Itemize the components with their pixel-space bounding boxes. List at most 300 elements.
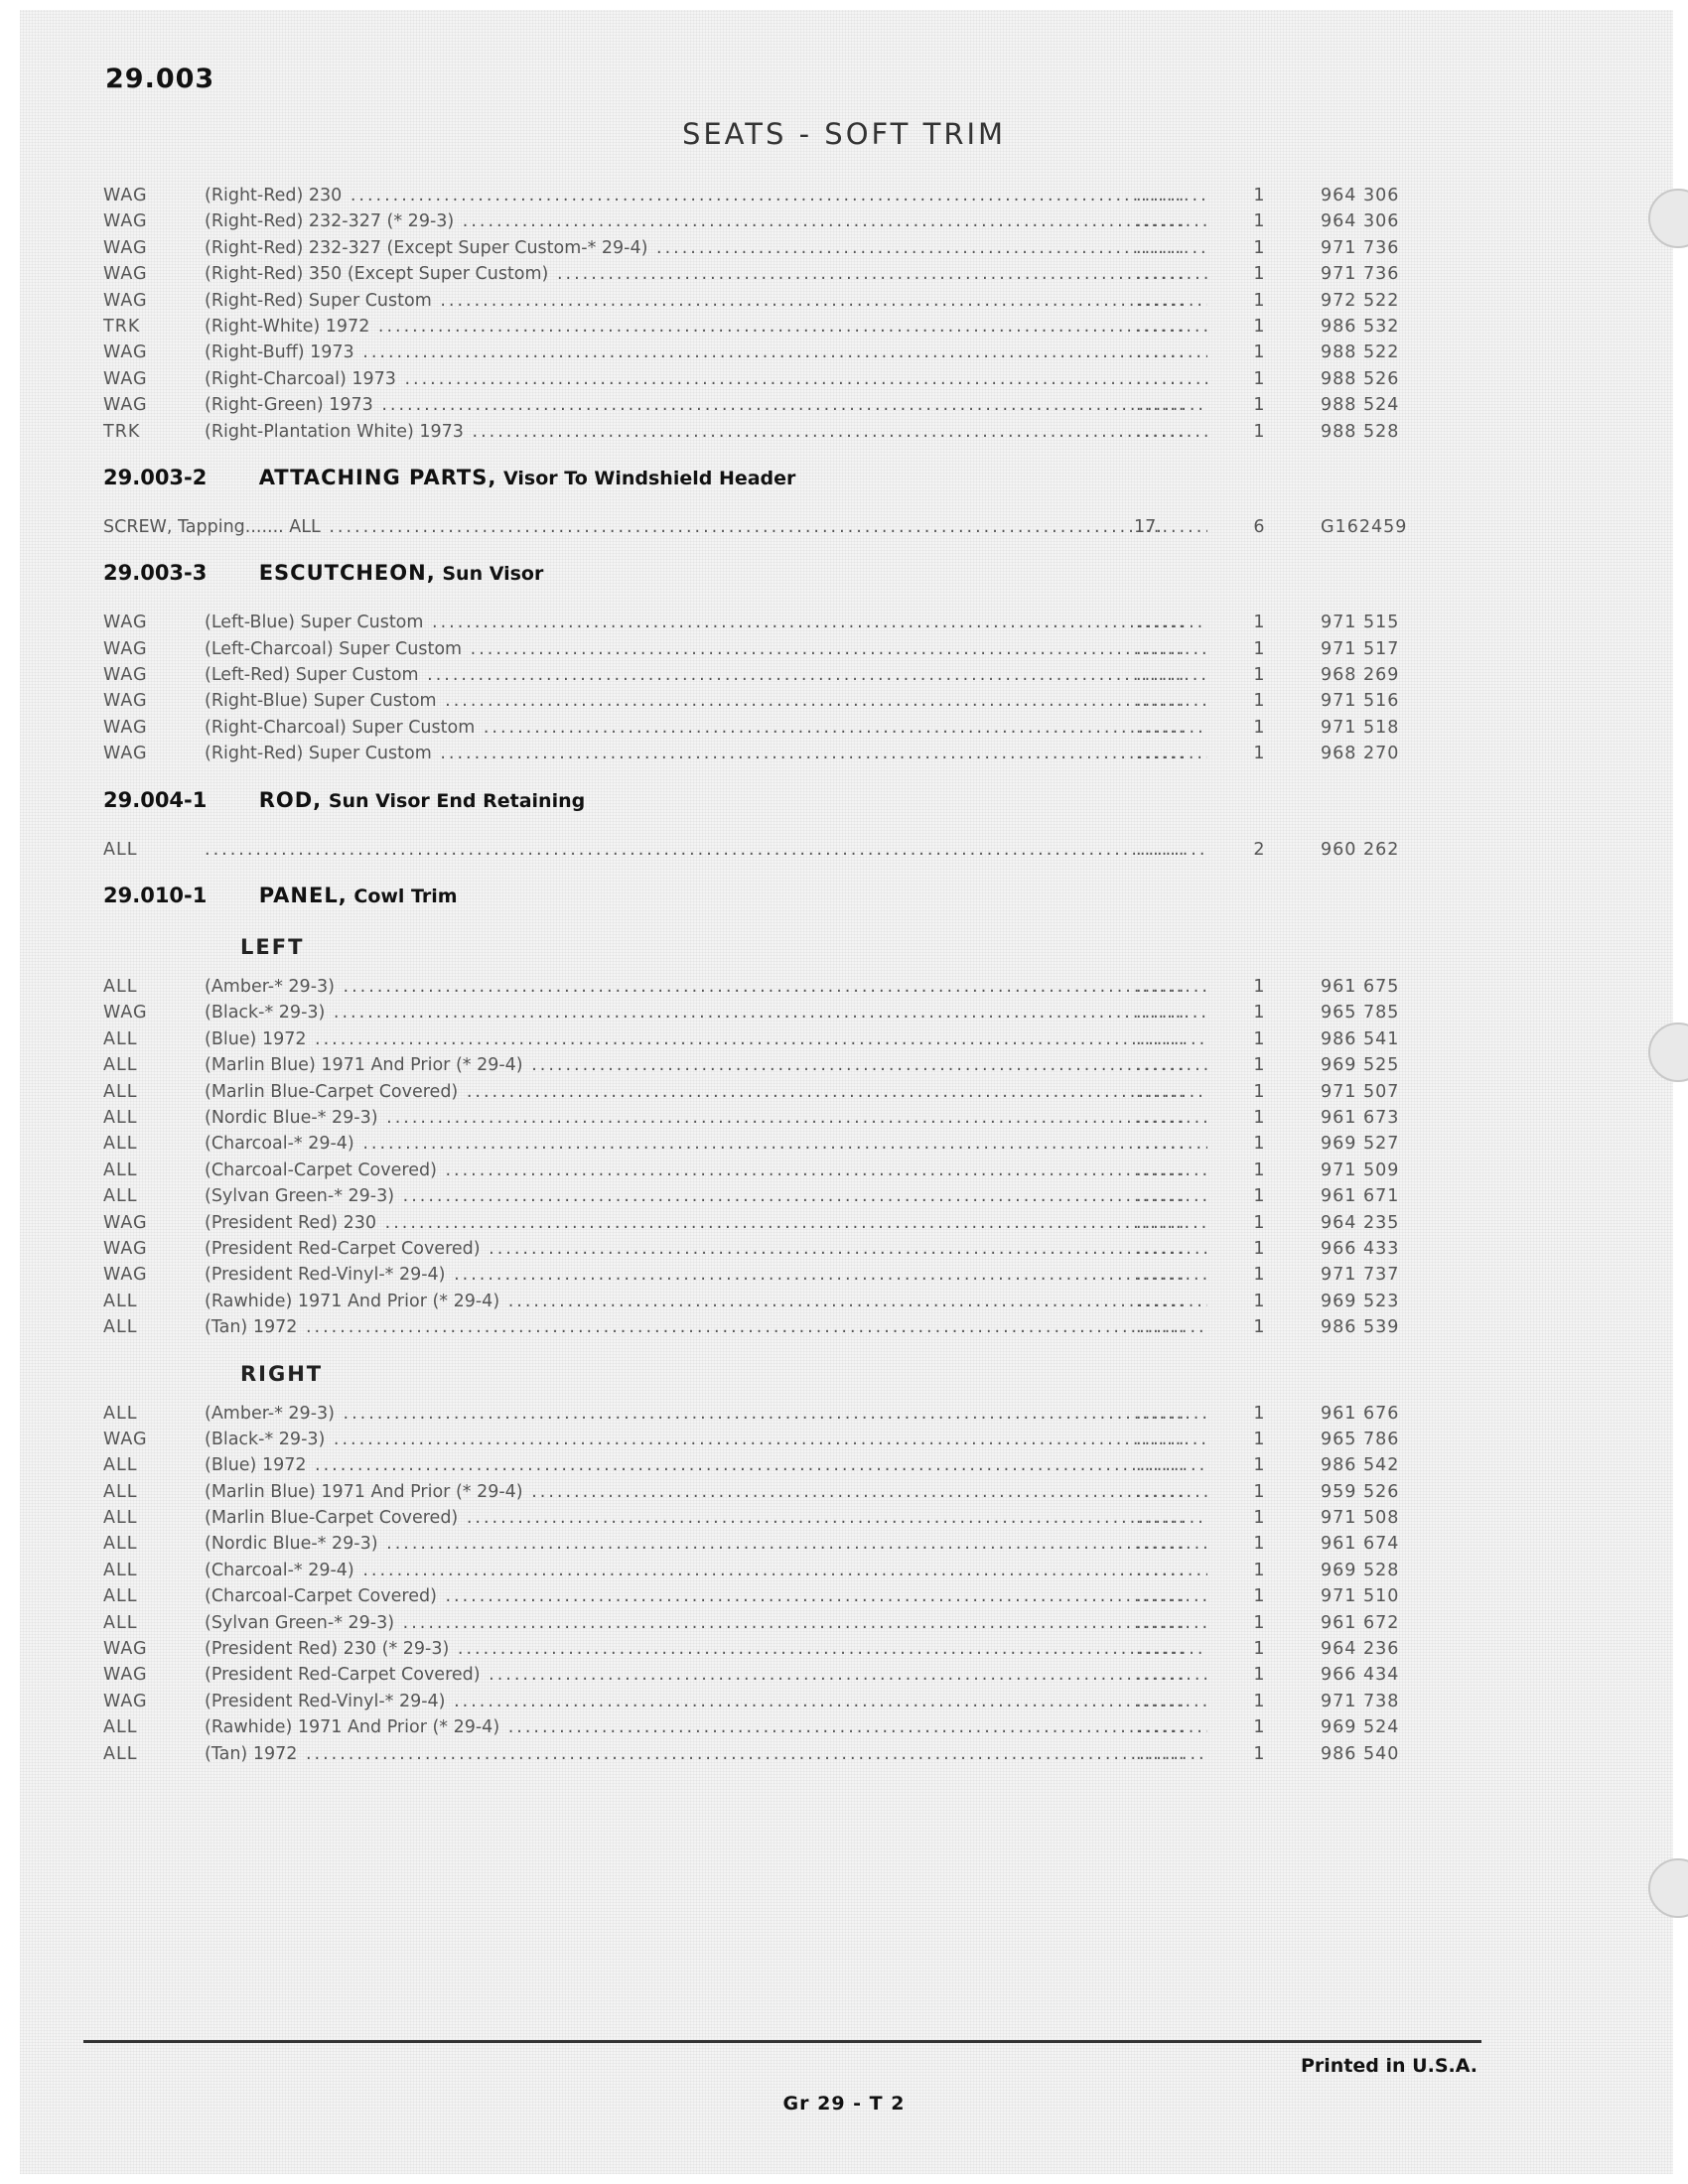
part-number: 969 525 [1321,1055,1400,1076]
model-code: WAG [103,1238,148,1259]
quantity: 1 [1253,1055,1265,1076]
part-description: SCREW, Tapping....... ALL ..... [103,514,1207,540]
quantity: 1 [1253,342,1265,363]
quantity: 6 [1253,516,1265,537]
dot-leader: ...... [1136,691,1188,712]
dot-leader: ...... [1136,421,1188,442]
quantity: 1 [1253,395,1265,416]
table-row [103,1401,1434,1427]
table-row [103,1636,1434,1662]
quantity: 1 [1253,1481,1265,1502]
model-code: ALL [103,977,138,998]
table-row [103,636,1434,662]
part-number: 971 510 [1321,1586,1400,1607]
model-code: ALL [103,1317,138,1338]
section-number: 29.004-1 [103,787,208,812]
dot-leader: ...... [1136,1403,1188,1424]
model-code: WAG [103,237,148,258]
quantity: 2 [1253,839,1265,860]
quantity: 1 [1253,613,1265,633]
part-description: (Right-White) 1972 ..... [205,314,1207,340]
part-number: 961 672 [1321,1612,1400,1633]
part-number: 960 262 [1321,839,1400,860]
dot-leader: ...... [1136,1291,1188,1311]
part-description: (Blue) 1972 ..... [205,1452,1207,1478]
part-number: 971 509 [1321,1160,1400,1180]
table-row [103,715,1434,741]
model-code: ALL [103,1560,138,1580]
dot-leader: ...... [1136,977,1188,998]
part-description: (President Red-Carpet Covered) ..... [205,1236,1207,1262]
model-code: WAG [103,264,148,285]
section-number: 29.003-3 [103,561,208,586]
table-row [103,1079,1434,1105]
table-row [103,1610,1434,1636]
table-row [103,366,1434,392]
table-row [103,1452,1434,1478]
section-name: ESCUTCHEON, [258,561,436,586]
part-number: 971 736 [1321,237,1400,258]
part-number: 971 738 [1321,1691,1400,1711]
section-subtitle: Visor To Windshield Header [503,467,796,489]
part-description: (Sylvan Green-* 29-3) ..... [205,1610,1207,1636]
model-code: ALL [103,1160,138,1180]
dot-leader: ...... [1136,237,1188,258]
table-row [103,974,1434,1000]
quantity: 1 [1253,264,1265,285]
section-name: ATTACHING PARTS, [258,465,497,489]
part-number: 964 306 [1321,211,1400,232]
table-row [103,1236,1434,1262]
table-row [103,514,1434,540]
page-title: SEATS - SOFT TRIM [681,117,1007,151]
table-row [103,1689,1434,1714]
part-description: (Right-Red) Super Custom ..... [205,288,1207,314]
dot-leader: ...... [1136,316,1188,337]
dot-leader: ...... [1136,1160,1188,1180]
part-description: (Charcoal-* 29-4) ..... [205,1131,1207,1157]
section-heading [103,453,1434,502]
dot-leader: ...... [1136,1586,1188,1607]
dot-leader: ...... [1136,211,1188,232]
part-number: 966 433 [1321,1238,1400,1259]
model-code: WAG [103,211,148,232]
right-rows-group [103,1401,1434,1767]
model-code: ALL [103,1134,138,1155]
model-code: ALL [103,1107,138,1128]
model-code: ALL [103,1081,138,1102]
dot-leader: ...... [1136,1612,1188,1633]
quantity: 1 [1253,638,1265,659]
part-number: 988 524 [1321,395,1400,416]
part-number: 986 541 [1321,1028,1400,1049]
table-row [103,1105,1434,1131]
part-number: 986 540 [1321,1743,1400,1764]
binder-hole [1648,1023,1688,1082]
table-row [103,837,1434,863]
dot-leader: ...... [1136,1107,1188,1128]
quantity: 1 [1253,1560,1265,1580]
model-code: TRK [103,316,141,337]
table-row [103,1505,1434,1531]
model-code: WAG [103,395,148,416]
part-description: (Blue) 1972 ..... [205,1026,1207,1052]
quantity: 1 [1253,186,1265,205]
part-description: (Right-Red) Super Custom ..... [205,741,1207,766]
section-subtitle: Cowl Trim [353,886,458,908]
table-row [103,741,1434,766]
model-code: ALL [103,1291,138,1311]
table-row [103,1026,1434,1052]
part-description: (Right-Plantation White) 1973 ..... [205,419,1207,445]
quantity: 1 [1253,691,1265,712]
quantity: 1 [1253,1134,1265,1155]
table-row [103,1000,1434,1025]
part-description [205,837,1207,863]
parts-list [103,183,1434,1767]
dot-leader: ...... [1136,613,1188,633]
quantity: 1 [1253,717,1265,738]
binder-hole [1648,1858,1688,1918]
part-description: (Rawhide) 1971 And Prior (* 29-4) ..... [205,1714,1207,1740]
part-number: 964 236 [1321,1639,1400,1660]
dot-leader: ...... [1136,395,1188,416]
part-number: 968 270 [1321,744,1400,764]
part-description: (President Red) 230 ..... [205,1210,1207,1236]
quantity: 1 [1253,368,1265,389]
quantity: 1 [1253,1107,1265,1128]
part-number: 971 516 [1321,691,1400,712]
model-code: WAG [103,744,148,764]
part-number: 971 518 [1321,717,1400,738]
part-description: (Sylvan Green-* 29-3) ..... [205,1183,1207,1209]
part-number: 964 306 [1321,186,1400,205]
part-description: (Marlin Blue-Carpet Covered) ..... [205,1079,1207,1105]
part-description: (Tan) 1972 ..... [205,1314,1207,1340]
part-description: (Charcoal-* 29-4) ..... [205,1558,1207,1583]
table-row [103,288,1434,314]
part-number: 961 676 [1321,1403,1400,1424]
part-number: 971 515 [1321,613,1400,633]
part-number: 961 674 [1321,1534,1400,1555]
part-number: 969 523 [1321,1291,1400,1311]
dot-leader: ...... [1136,1317,1188,1338]
part-description: (Marlin Blue) 1971 And Prior (* 29-4) ..... [205,1479,1207,1505]
quantity: 1 [1253,1028,1265,1049]
table-row [103,688,1434,714]
quantity: 1 [1253,1508,1265,1529]
model-code: WAG [103,1665,148,1686]
model-code: ALL [103,1055,138,1076]
model-code: ALL [103,1586,138,1607]
page-number: 29.003 [105,64,215,94]
table-row [103,1662,1434,1688]
dot-leader: ...... [1136,638,1188,659]
part-number: 972 522 [1321,290,1400,311]
quantity: 1 [1253,1665,1265,1686]
model-code: WAG [103,613,148,633]
model-code: ALL [103,1612,138,1633]
dot-leader: ...... [1136,1639,1188,1660]
quantity: 1 [1253,1212,1265,1233]
dot-leader: ...... [1136,1508,1188,1529]
section-subtitle: Sun Visor End Retaining [328,789,586,812]
part-description: (Marlin Blue-Carpet Covered) ..... [205,1505,1207,1531]
dot-leader: ...... [1136,1455,1188,1476]
part-description: (Black-* 29-3) ..... [205,1000,1207,1025]
quantity: 1 [1253,1612,1265,1633]
part-description: (Rawhide) 1971 And Prior (* 29-4) ..... [205,1289,1207,1314]
part-description: (Right-Green) 1973 ..... [205,392,1207,418]
dot-leader: ...... [1136,1481,1188,1502]
dot-leader: ...... [1136,1691,1188,1711]
table-row [103,1479,1434,1505]
part-number: 961 673 [1321,1107,1400,1128]
quantity: 1 [1253,421,1265,442]
part-number: 969 528 [1321,1560,1400,1580]
subheading-left: LEFT [240,935,305,960]
dot-leader: ...... [1136,1134,1188,1155]
dot-leader: ...... [1136,342,1188,363]
part-description: (Black-* 29-3) ..... [205,1427,1207,1452]
model-code: WAG [103,1265,148,1286]
table-row [103,1314,1434,1340]
quantity: 1 [1253,977,1265,998]
top-rows-group [103,183,1434,445]
dot-leader: ...... [1136,264,1188,285]
part-number: 964 235 [1321,1212,1400,1233]
quantity: 1 [1253,1586,1265,1607]
section-subtitle: Sun Visor [442,563,544,586]
part-number: 969 527 [1321,1134,1400,1155]
dot-leader: ...... [1136,1212,1188,1233]
dot-leader: ...... [1136,744,1188,764]
part-description: (Amber-* 29-3) ..... [205,1401,1207,1427]
part-description: (Right-Red) 232-327 (* 29-3) ..... [205,208,1207,234]
model-code: ALL [103,1186,138,1207]
part-number: 968 269 [1321,665,1400,686]
part-number: 971 508 [1321,1508,1400,1529]
section-name: PANEL, [258,884,348,908]
table-row [103,419,1434,445]
dot-leader: ...... [1136,290,1188,311]
part-description: (Amber-* 29-3) ..... [205,974,1207,1000]
dot-leader: ...... [1136,1028,1188,1049]
dot-leader: ...... [1136,1743,1188,1764]
part-description: (President Red-Vinyl-* 29-4) ..... [205,1262,1207,1288]
model-code: WAG [103,638,148,659]
quantity: 1 [1253,1743,1265,1764]
dot-leader: ...... [1136,368,1188,389]
binder-hole [1648,189,1688,248]
model-code: WAG [103,1003,148,1024]
model-code: ALL [103,1743,138,1764]
table-row [103,1558,1434,1583]
dot-leader: ...... [1136,1665,1188,1686]
part-description: (Right-Charcoal) Super Custom ..... [205,715,1207,741]
dot-leader: ...... [1136,839,1188,860]
part-number: 959 526 [1321,1481,1400,1502]
model-code: ALL [103,1508,138,1529]
part-number: 965 785 [1321,1003,1400,1024]
model-code: WAG [103,691,148,712]
part-number: 988 528 [1321,421,1400,442]
quantity: 1 [1253,1639,1265,1660]
part-description: (Right-Red) 350 (Except Super Custom) ..... [205,261,1207,287]
part-description: (Nordic Blue-* 29-3) ..... [205,1531,1207,1557]
table-row [103,340,1434,365]
part-description: (Tan) 1972 ..... [205,1741,1207,1767]
dot-leader: ...... [1136,1534,1188,1555]
part-number: 971 737 [1321,1265,1400,1286]
footer-rule [83,2040,1481,2043]
footer-group-label: Gr 29 - T 2 [782,2093,906,2115]
part-description: (Nordic Blue-* 29-3) ..... [205,1105,1207,1131]
model-code: WAG [103,186,148,205]
table-row [103,1262,1434,1288]
dot-leader: ...... [1136,1186,1188,1207]
part-description: (Left-Blue) Super Custom ..... [205,610,1207,635]
table-row [103,1131,1434,1157]
quantity: 1 [1253,1534,1265,1555]
table-row [103,1158,1434,1183]
table-row [103,1183,1434,1209]
part-number: 988 522 [1321,342,1400,363]
table-row [103,1210,1434,1236]
model-code: WAG [103,368,148,389]
dot-leader: ...... [1136,665,1188,686]
table-row [103,1531,1434,1557]
part-description: (President Red) 230 (* 29-3) ..... [205,1636,1207,1662]
part-number: 988 526 [1321,368,1400,389]
quantity: 1 [1253,1717,1265,1738]
dot-leader: ...... [1136,1003,1188,1024]
quantity: 1 [1253,1081,1265,1102]
figure-ref: 17. [1134,516,1162,537]
quantity: 1 [1253,237,1265,258]
table-row [103,1289,1434,1314]
table-row [103,1583,1434,1609]
quantity: 1 [1253,1291,1265,1311]
section-heading [103,871,1434,920]
part-description: (Right-Buff) 1973 ..... [205,340,1207,365]
table-row [103,392,1434,418]
part-number: 986 542 [1321,1455,1400,1476]
part-description: (Right-Blue) Super Custom ..... [205,688,1207,714]
printed-in-label: Printed in U.S.A. [1301,2055,1477,2077]
part-description: (Right-Charcoal) 1973 ..... [205,366,1207,392]
quantity: 1 [1253,744,1265,764]
part-number: 971 517 [1321,638,1400,659]
part-number: 986 532 [1321,316,1400,337]
quantity: 1 [1253,1317,1265,1338]
section-name: ROD, [258,787,323,812]
part-number: 961 675 [1321,977,1400,998]
part-number: 986 539 [1321,1317,1400,1338]
table-row [103,261,1434,287]
quantity: 1 [1253,316,1265,337]
dot-leader: ...... [1136,1429,1188,1449]
dot-leader: ...... [1136,186,1188,205]
escutcheon-rows-group [103,610,1434,766]
quantity: 1 [1253,665,1265,686]
dot-leader: ...... [1136,1055,1188,1076]
part-description: (Right-Red) 232-327 (Except Super Custom-* 29-4) ..... [205,235,1207,261]
part-description: (Left-Charcoal) Super Custom ..... [205,636,1207,662]
left-rows-group [103,974,1434,1340]
table-row [103,1427,1434,1452]
part-description: (President Red-Vinyl-* 29-4) ..... [205,1689,1207,1714]
model-code: ALL [103,1717,138,1738]
table-row [103,235,1434,261]
model-code: WAG [103,1429,148,1449]
dot-leader: ...... [1136,1081,1188,1102]
quantity: 1 [1253,1455,1265,1476]
table-row [103,208,1434,234]
table-row [103,610,1434,635]
dot-leader: ...... [1136,1265,1188,1286]
model-code: WAG [103,717,148,738]
table-row [103,314,1434,340]
part-description: (Charcoal-Carpet Covered) ..... [205,1158,1207,1183]
model-code: WAG [103,1212,148,1233]
quantity: 1 [1253,1403,1265,1424]
part-number: 965 786 [1321,1429,1400,1449]
dot-leader: ...... [1136,717,1188,738]
quantity: 1 [1253,211,1265,232]
quantity: 1 [1253,1429,1265,1449]
quantity: 1 [1253,1160,1265,1180]
table-row [103,662,1434,688]
dot-leader: ...... [1136,1238,1188,1259]
quantity: 1 [1253,1186,1265,1207]
subheading-right: RIGHT [240,1361,324,1386]
table-row [103,1741,1434,1767]
quantity: 1 [1253,1691,1265,1711]
model-code: TRK [103,421,141,442]
part-description: (Charcoal-Carpet Covered) ..... [205,1583,1207,1609]
model-code: ALL [103,1534,138,1555]
model-code: WAG [103,290,148,311]
part-number: 966 434 [1321,1665,1400,1686]
part-description: (Marlin Blue) 1971 And Prior (* 29-4) ..... [205,1052,1207,1078]
model-code: WAG [103,665,148,686]
table-row [103,1052,1434,1078]
part-description: (Left-Red) Super Custom ..... [205,662,1207,688]
part-number: 969 524 [1321,1717,1400,1738]
quantity: 1 [1253,1003,1265,1024]
table-row [103,1714,1434,1740]
part-description: (President Red-Carpet Covered) ..... [205,1662,1207,1688]
part-number: 971 507 [1321,1081,1400,1102]
section-heading [103,548,1434,598]
model-code: WAG [103,1639,148,1660]
table-row [103,183,1434,208]
part-number: G162459 [1321,516,1408,537]
model-code: ALL [103,1403,138,1424]
dot-leader: ...... [1136,1717,1188,1738]
quantity: 1 [1253,1265,1265,1286]
quantity: 1 [1253,1238,1265,1259]
model-code: ALL [103,1455,138,1476]
part-description: (Right-Red) 230 ..... [205,183,1207,208]
dot-leader: ...... [1136,1560,1188,1580]
part-number: 961 671 [1321,1186,1400,1207]
model-code: WAG [103,342,148,363]
part-number: 971 736 [1321,264,1400,285]
model-code: WAG [103,1691,148,1711]
quantity: 1 [1253,290,1265,311]
